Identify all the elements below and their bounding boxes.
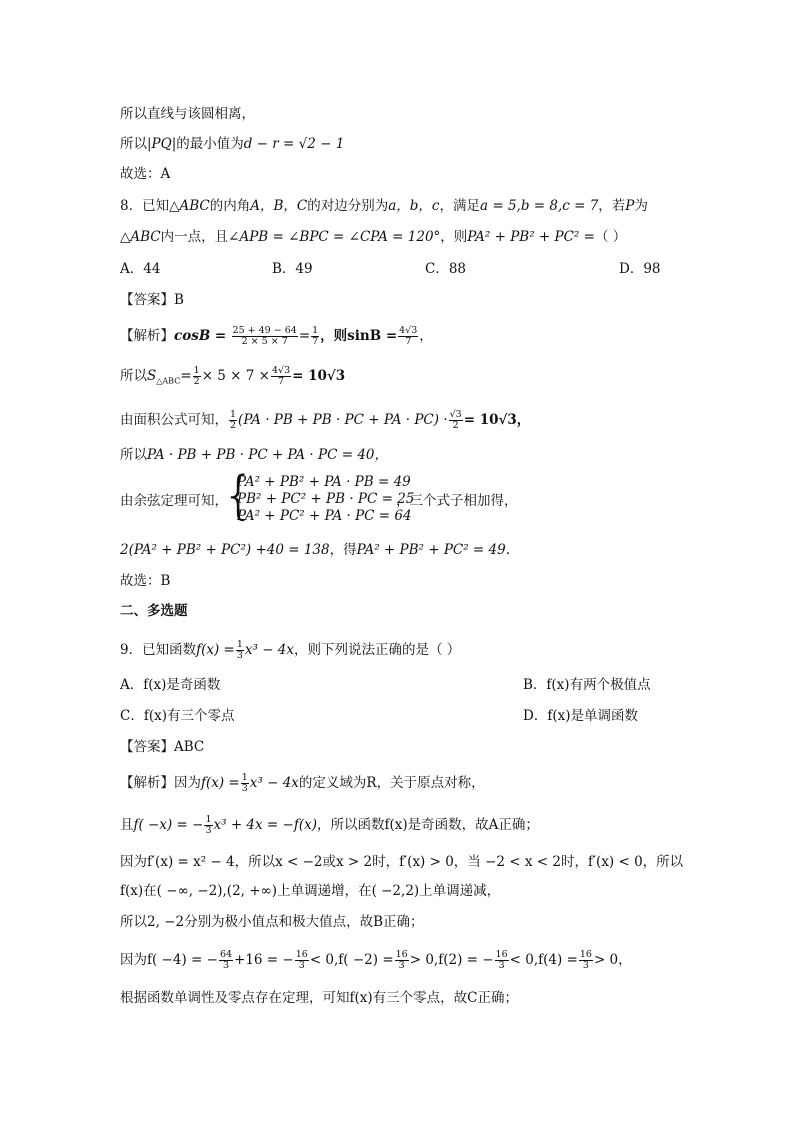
explanation-8-sum: 所以PA · PB + PB · PC + PA · PC = 40，	[120, 447, 389, 463]
option-d: D．f(x)是单调函数	[523, 708, 638, 724]
text-line: 所以|PQ|的最小值为d − r = √2 − 1	[120, 136, 345, 152]
equation-3: PA² + PC² + PA · PC = 64	[237, 508, 412, 524]
explanation-9-line5: 所以2, −2分别为极小值点和极大值点，故B正确；	[120, 914, 424, 930]
explanation-8-area: 所以$S_{\triangle ABC}=$ $\frac{1}{2}$ × 5 × 7 × $\frac{4√3}{7}$ = 10√3	[120, 365, 346, 387]
explanation-9-line1: 【解析】因为f(x) = $\frac{1}{3}$ x³ − 4x的定义域为R，关于原点对称，	[120, 772, 485, 794]
explanation-9-line2: 且f( −x) = − $\frac{1}{3}$ x³ + 4x = −f(x)，所以函数f(x)是奇函数，故A正确；	[120, 814, 539, 836]
section-heading: 二、多选题	[120, 603, 188, 619]
explanation-8-cos: 【解析】cosB = $\frac{25 + 49 - 64}{2 \times 5 \times 7}$ = $\frac{1}{7}$ ，则sinB = $\frac{4√3}{7}$ ，	[120, 325, 433, 347]
text: 所以直线与该圆相离，	[120, 106, 255, 122]
text-line: ，三个式子相加得，	[396, 493, 518, 509]
option-a: A．f(x)是奇函数	[120, 677, 221, 693]
option-c: C．f(x)有三个零点	[120, 708, 235, 724]
explanation-8-cosine-law: 由余弦定理可知，	[120, 493, 228, 509]
option-d: D．98	[619, 261, 661, 277]
brace-symbol: {	[222, 466, 256, 526]
equation-2: PB² + PC² + PB · PC = 25	[237, 491, 415, 507]
explanation-9-line7: 根据函数单调性及零点存在定理，可知f(x)有三个零点，故C正确；	[120, 990, 518, 1006]
equation-1: PA² + PB² + PA · PB = 49	[237, 474, 411, 490]
text-line: 故选：A	[120, 166, 171, 182]
option-b: B．49	[272, 261, 313, 277]
explanation-9-line6: 因为f( −4) = − $\frac{64}{3}$ +16 = − $\frac{16}{3}$ < 0,f( −2) = $\frac{16}{3}$ > 0,f(2) = − $\frac{16}{3}$ < 0,f(4) = $\frac{16}{3}$ > 0，	[120, 949, 632, 971]
option-c: C．88	[425, 261, 467, 277]
explanation-8-final: 2(PA² + PB² + PC²) +40 = 138，得PA² + PB² + PC² = 49.	[120, 542, 511, 558]
explanation-9-line4: f(x)在( −∞, −2),(2, +∞)上单调递增，在( −2,2)上单调递减，	[120, 883, 501, 899]
answer-9: 【答案】ABC	[120, 739, 205, 755]
explanation-9-line3: 因为f′(x) = x² − 4，所以x < −2或x > 2时，f′(x) > 0，当 −2 < x < 2时，f′(x) < 0，所以	[120, 854, 684, 870]
question-8-line2: △ABC内一点，且∠APB = ∠BPC = ∠CPA = 120°，则PA² + PB² + PC² =（ ）	[120, 229, 627, 245]
question-9: 9．已知函数f(x) = $\frac{1}{3}$ x³ − 4x，则下列说法正确的是（ ）	[120, 639, 461, 661]
answer-8: 【答案】B	[120, 292, 184, 308]
question-8-line1: 8．已知△ABC的内角A，B，C的对边分别为a，b，c，满足a = 5,b = 8,c = 7，若P为	[120, 198, 648, 214]
option-a: A．44	[120, 261, 161, 277]
selection-8: 故选：B	[120, 573, 171, 589]
text-line	[120, 104, 255, 124]
option-b: B．f(x)有两个极值点	[523, 677, 651, 693]
explanation-8-area-formula: 由面积公式可知， $\frac{1}{2}$ (PA · PB + PB · PC + PA · PC) · $\frac{√3}{2}$ = 10√3，	[120, 409, 531, 431]
